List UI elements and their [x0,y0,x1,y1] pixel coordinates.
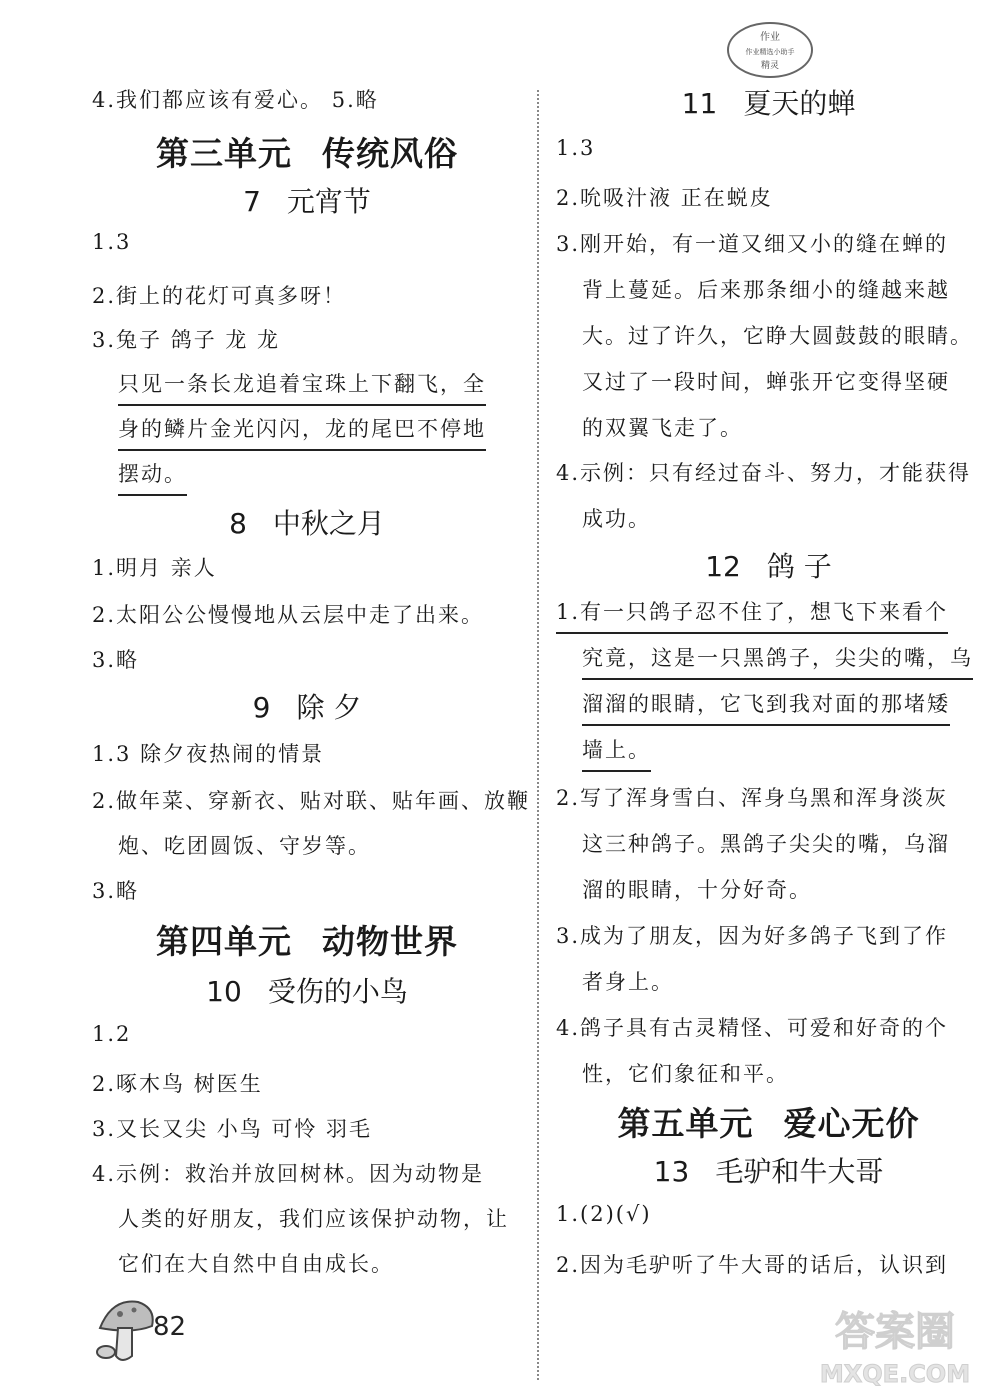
answer-line: 2.太阳公公慢慢地从云层中走了出来。 [92,603,485,627]
answer-line: 这三种鸽子。黑鸽子尖尖的嘴，乌溜 [582,832,950,856]
answer-line: 性，它们象征和平。 [582,1062,789,1086]
answer-line: 3.兔子 鸽子 龙 龙 [92,328,281,352]
watermark-logo [800,1300,990,1394]
answer-line: 1.(2)(√) [556,1202,652,1226]
answer-line: 1.3 [92,230,132,254]
answer-line: 成功。 [582,507,651,531]
answer-line: 1.3 [556,136,596,160]
answer-line-underlined: 究竟，这是一只黑鸽子，尖尖的嘴，乌 [582,642,973,680]
answer-line: 4.示例：只有经过奋斗、努力，才能获得 [556,461,972,485]
answer-line: 2.做年菜、穿新衣、贴对联、贴年画、放鞭 [92,789,531,813]
answer-line: 1.2 [92,1022,132,1046]
answer-line-underlined: 摆动。 [118,458,187,496]
answer-line: 4.我们都应该有爱心。 5.略 [92,88,379,112]
lesson13-title: 13 毛驴和牛大哥 [653,1155,884,1188]
lesson9-title: 9 除 夕 [252,691,362,724]
answer-line: 1.明月 亲人 [92,556,217,580]
column-divider [537,90,539,1380]
stamp-line3: 精灵 [760,61,780,71]
answer-line: 炮、吃团圆饭、守岁等。 [118,834,371,858]
answer-line: 者身上。 [582,970,674,994]
lesson8-title: 8 中秋之月 [229,507,385,540]
unit5-title: 第五单元 爱心无价 [617,1104,920,1143]
answer-line: 2.吮吸汁液 正在蜕皮 [556,186,773,210]
answer-line-underlined: 只见一条长龙追着宝珠上下翻飞，全 [118,368,486,406]
answer-line: 2.街上的花灯可真多呀！ [92,284,347,308]
answer-line: 又过了一段时间，蝉张开它变得坚硬 [582,370,950,394]
lesson7-title: 7 元宵节 [243,185,371,218]
answer-line: 3.刚开始，有一道又细又小的缝在蝉的 [556,232,949,256]
answer-line: 的双翼飞走了。 [582,416,743,440]
answer-line: 人类的好朋友，我们应该保护动物，让 [118,1207,509,1231]
answer-line: 2.写了浑身雪白、浑身乌黑和浑身淡灰 [556,786,949,810]
answer-line: 3.成为了朋友，因为好多鸽子飞到了作 [556,924,949,948]
lesson12-title: 12 鸽 子 [705,550,832,583]
page-number: 82 [153,1312,187,1342]
answer-line: 2.因为毛驴听了牛大哥的话后，认识到 [556,1253,949,1277]
answer-line: 大。过了许久，它睁大圆鼓鼓的眼睛。 [582,324,973,348]
answer-line: 溜的眼睛，十分好奇。 [582,878,812,902]
answer-line: 4.鸽子具有古灵精怪、可爱和好奇的个 [556,1016,949,1040]
answer-line-underlined: 溜溜的眼睛，它飞到我对面的那堵矮 [582,688,950,726]
mushroom-icon [92,1290,162,1374]
watermark-text-top: 答案圈 [835,1309,955,1355]
answer-line: 3.略 [92,648,140,672]
stamp-line1: 作业 [760,32,780,43]
answer-line-underlined: 身的鳞片金光闪闪，龙的尾巴不停地 [118,413,486,451]
unit3-title: 第三单元 传统风俗 [156,134,458,173]
answer-line: 它们在大自然中自由成长。 [118,1252,394,1276]
answer-line: 3.又长又尖 小鸟 可怜 羽毛 [92,1117,373,1141]
stamp-line2: 作业精选小助手 [745,48,795,56]
stamp-logo [725,20,815,84]
lesson10-title: 10 受伤的小鸟 [206,975,408,1008]
lesson11-title: 11 夏天的蝉 [681,87,856,120]
unit4-title: 第四单元 动物世界 [156,922,458,961]
answer-line: 4.示例：救治并放回树林。因为动物是 [92,1162,485,1186]
answer-line: 3.略 [92,879,140,903]
watermark-text-bottom: MXQE.COM [819,1360,971,1388]
answer-line: 背上蔓延。后来那条细小的缝越来越 [582,278,950,302]
answer-line-underlined: 墙上。 [582,734,651,772]
answer-line: 2.啄木鸟 树医生 [92,1072,263,1096]
answer-line-underlined: 1.有一只鸽子忍不住了，想飞下来看个 [556,596,948,634]
answer-line: 1.3 除夕夜热闹的情景 [92,742,325,766]
